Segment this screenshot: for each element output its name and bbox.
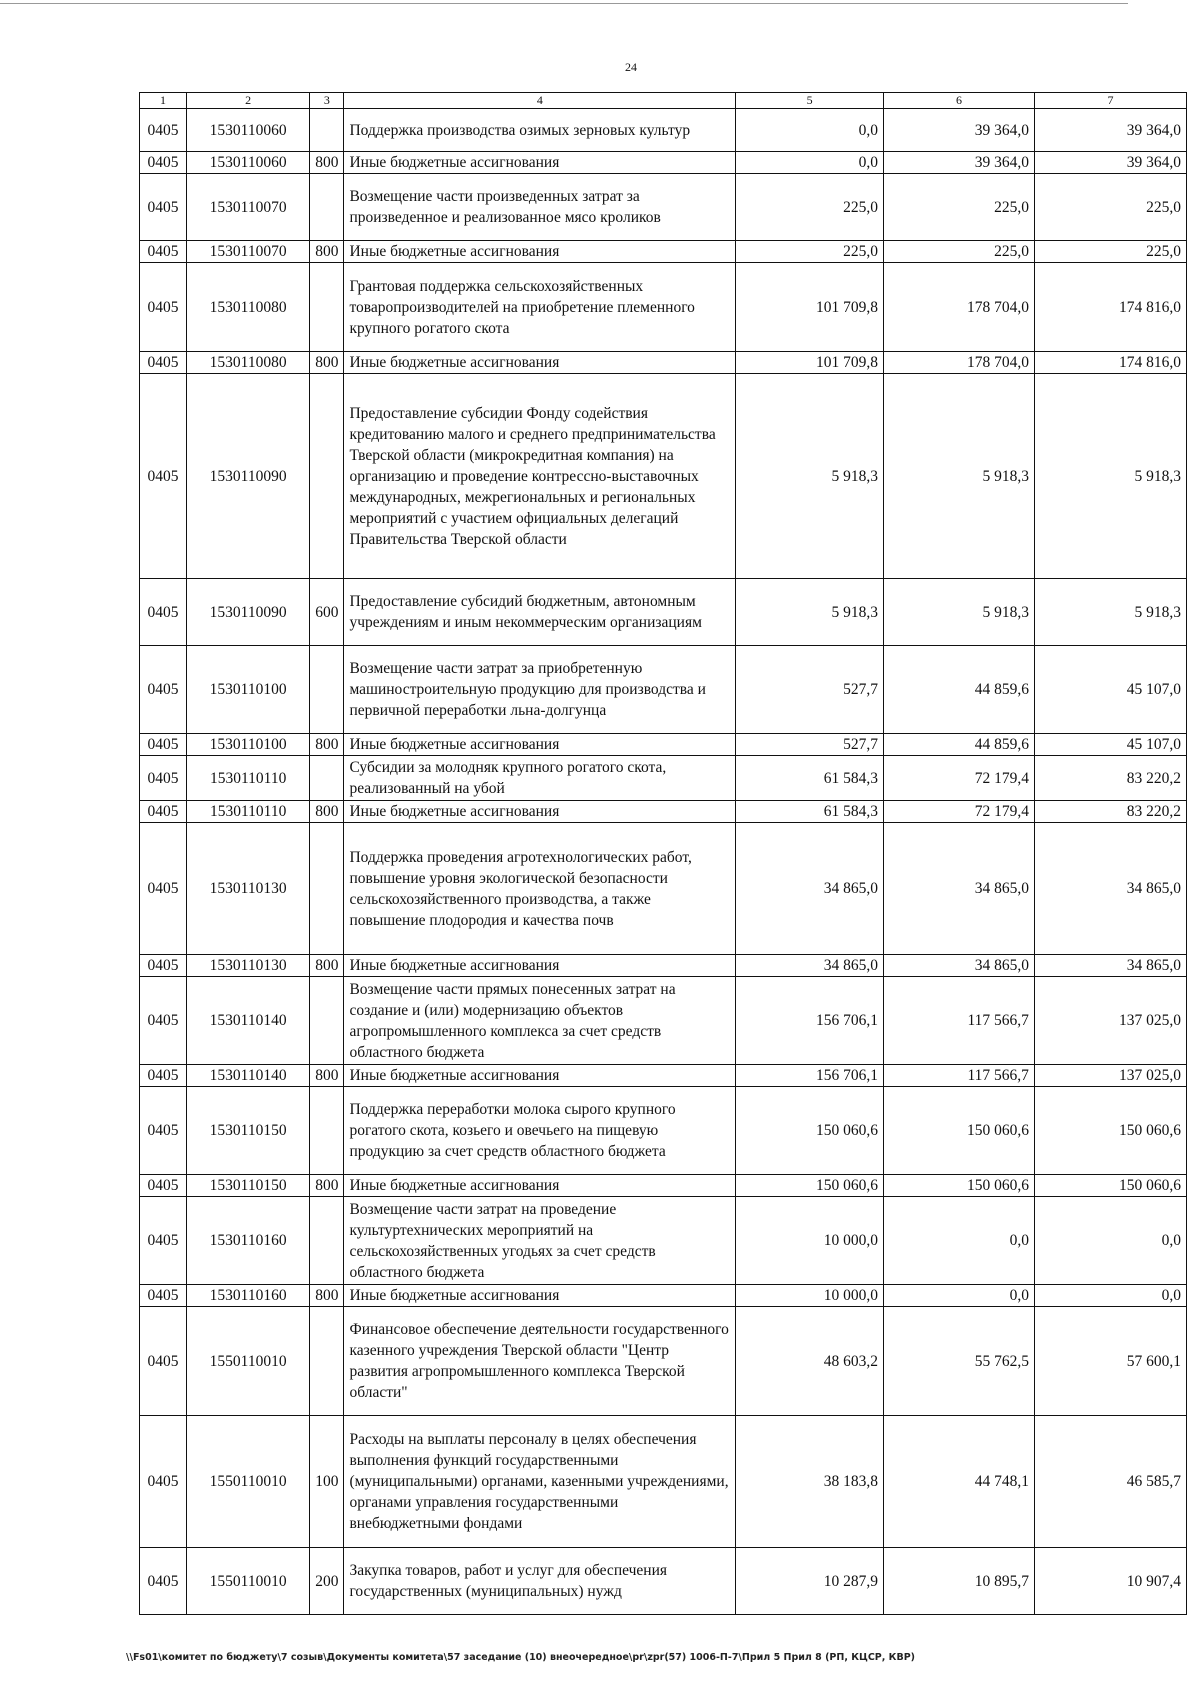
table-row bbox=[140, 579, 1187, 646]
expense-type-code: 200 bbox=[310, 1548, 344, 1615]
table-row bbox=[140, 734, 1187, 756]
amount-col-5: 10 000,0 bbox=[736, 1285, 884, 1307]
target-article-code: 1550110010 bbox=[187, 1416, 310, 1548]
amount-col-7: 0,0 bbox=[1034, 1197, 1186, 1285]
row-description: Возмещение части произведенных затрат за произведенное и реализованное мясо кроликов bbox=[344, 174, 736, 241]
amount-col-7: 39 364,0 bbox=[1034, 152, 1186, 174]
target-article-code: 1530110140 bbox=[187, 1065, 310, 1087]
table-row bbox=[140, 1416, 1187, 1548]
amount-col-6: 225,0 bbox=[884, 174, 1035, 241]
table-row bbox=[140, 241, 1187, 263]
amount-col-7: 150 060,6 bbox=[1034, 1175, 1186, 1197]
row-description: Иные бюджетные ассигнования bbox=[344, 241, 736, 263]
amount-col-7: 5 918,3 bbox=[1034, 579, 1186, 646]
amount-col-7: 10 907,4 bbox=[1034, 1548, 1186, 1615]
target-article-code: 1530110140 bbox=[187, 977, 310, 1065]
table-row bbox=[140, 1307, 1187, 1416]
amount-col-7: 174 816,0 bbox=[1034, 263, 1186, 352]
row-description: Грантовая поддержка сельскохозяйственных товаропроизводителей на приобретение племенного крупного рогатого скота bbox=[344, 263, 736, 352]
amount-col-5: 10 000,0 bbox=[736, 1197, 884, 1285]
amount-col-7: 5 918,3 bbox=[1034, 374, 1186, 579]
amount-col-5: 5 918,3 bbox=[736, 374, 884, 579]
table-row bbox=[140, 109, 1187, 152]
row-description: Иные бюджетные ассигнования bbox=[344, 1175, 736, 1197]
header-col-3: 3 bbox=[310, 93, 344, 109]
expense-type-code: 800 bbox=[310, 241, 344, 263]
row-description: Иные бюджетные ассигнования bbox=[344, 152, 736, 174]
table-row bbox=[140, 152, 1187, 174]
amount-col-6: 39 364,0 bbox=[884, 152, 1035, 174]
target-article-code: 1530110110 bbox=[187, 756, 310, 801]
section-code: 0405 bbox=[140, 263, 187, 352]
budget-table bbox=[139, 92, 1187, 1615]
row-description: Возмещение части затрат за приобретенную машиностроительную продукцию для производства и первичной переработки льна-долгунца bbox=[344, 646, 736, 734]
section-code: 0405 bbox=[140, 1065, 187, 1087]
amount-col-5: 10 287,9 bbox=[736, 1548, 884, 1615]
row-description: Иные бюджетные ассигнования bbox=[344, 1285, 736, 1307]
expense-type-code: 800 bbox=[310, 152, 344, 174]
target-article-code: 1550110010 bbox=[187, 1307, 310, 1416]
expense-type-code bbox=[310, 823, 344, 955]
section-code: 0405 bbox=[140, 977, 187, 1065]
table-row bbox=[140, 756, 1187, 801]
table-row bbox=[140, 263, 1187, 352]
section-code: 0405 bbox=[140, 352, 187, 374]
target-article-code: 1530110060 bbox=[187, 152, 310, 174]
row-description: Иные бюджетные ассигнования bbox=[344, 801, 736, 823]
amount-col-6: 55 762,5 bbox=[884, 1307, 1035, 1416]
section-code: 0405 bbox=[140, 1307, 187, 1416]
expense-type-code: 100 bbox=[310, 1416, 344, 1548]
amount-col-6: 34 865,0 bbox=[884, 955, 1035, 977]
expense-type-code bbox=[310, 174, 344, 241]
expense-type-code: 800 bbox=[310, 352, 344, 374]
section-code: 0405 bbox=[140, 823, 187, 955]
amount-col-6: 39 364,0 bbox=[884, 109, 1035, 152]
header-col-6: 6 bbox=[884, 93, 1035, 109]
amount-col-7: 137 025,0 bbox=[1034, 977, 1186, 1065]
target-article-code: 1530110090 bbox=[187, 374, 310, 579]
section-code: 0405 bbox=[140, 646, 187, 734]
section-code: 0405 bbox=[140, 579, 187, 646]
section-code: 0405 bbox=[140, 1087, 187, 1175]
amount-col-6: 5 918,3 bbox=[884, 579, 1035, 646]
scan-edge-line bbox=[0, 0, 1128, 4]
section-code: 0405 bbox=[140, 756, 187, 801]
expense-type-code: 800 bbox=[310, 1065, 344, 1087]
target-article-code: 1530110110 bbox=[187, 801, 310, 823]
target-article-code: 1530110160 bbox=[187, 1285, 310, 1307]
expense-type-code: 800 bbox=[310, 955, 344, 977]
amount-col-6: 72 179,4 bbox=[884, 801, 1035, 823]
amount-col-6: 117 566,7 bbox=[884, 1065, 1035, 1087]
table-row bbox=[140, 1087, 1187, 1175]
row-description: Возмещение части прямых понесенных затрат на создание и (или) модернизацию объектов агропромышленного комплекса за счет средств областного бюджета bbox=[344, 977, 736, 1065]
amount-col-5: 0,0 bbox=[736, 152, 884, 174]
row-description: Иные бюджетные ассигнования bbox=[344, 1065, 736, 1087]
section-code: 0405 bbox=[140, 801, 187, 823]
table-header-row bbox=[140, 93, 1187, 109]
row-description: Иные бюджетные ассигнования bbox=[344, 955, 736, 977]
table-row bbox=[140, 1065, 1187, 1087]
amount-col-7: 225,0 bbox=[1034, 174, 1186, 241]
expense-type-code bbox=[310, 1197, 344, 1285]
amount-col-5: 34 865,0 bbox=[736, 823, 884, 955]
row-description: Иные бюджетные ассигнования bbox=[344, 734, 736, 756]
page-number: 24 bbox=[625, 60, 637, 74]
amount-col-7: 45 107,0 bbox=[1034, 734, 1186, 756]
row-description: Возмещение части затрат на проведение культуртехнических мероприятий на сельскохозяйственных угодьях за счет средств областного бюджета bbox=[344, 1197, 736, 1285]
table-row bbox=[140, 646, 1187, 734]
table-row bbox=[140, 801, 1187, 823]
amount-col-6: 44 859,6 bbox=[884, 646, 1035, 734]
amount-col-5: 527,7 bbox=[736, 646, 884, 734]
header-col-5: 5 bbox=[736, 93, 884, 109]
table-row bbox=[140, 352, 1187, 374]
amount-col-7: 57 600,1 bbox=[1034, 1307, 1186, 1416]
amount-col-6: 10 895,7 bbox=[884, 1548, 1035, 1615]
target-article-code: 1530110130 bbox=[187, 823, 310, 955]
target-article-code: 1530110070 bbox=[187, 174, 310, 241]
table-row bbox=[140, 1548, 1187, 1615]
section-code: 0405 bbox=[140, 152, 187, 174]
row-description: Предоставление субсидии Фонду содействия кредитованию малого и среднего предпринимательства Тверской области (микрокредитная компания) на организацию и проведение контрессно-выставочных международных, межрегиональных и региональных мероприятий с участием официальных делегаций Правительства Тверской области bbox=[344, 374, 736, 579]
row-description: Закупка товаров, работ и услуг для обеспечения государственных (муниципальных) нужд bbox=[344, 1548, 736, 1615]
amount-col-6: 117 566,7 bbox=[884, 977, 1035, 1065]
header-col-4: 4 bbox=[344, 93, 736, 109]
target-article-code: 1530110100 bbox=[187, 646, 310, 734]
target-article-code: 1530110070 bbox=[187, 241, 310, 263]
amount-col-5: 225,0 bbox=[736, 241, 884, 263]
target-article-code: 1530110150 bbox=[187, 1175, 310, 1197]
amount-col-6: 225,0 bbox=[884, 241, 1035, 263]
amount-col-7: 150 060,6 bbox=[1034, 1087, 1186, 1175]
amount-col-5: 0,0 bbox=[736, 109, 884, 152]
expense-type-code bbox=[310, 374, 344, 579]
expense-type-code bbox=[310, 109, 344, 152]
amount-col-6: 44 859,6 bbox=[884, 734, 1035, 756]
table-row bbox=[140, 174, 1187, 241]
amount-col-5: 101 709,8 bbox=[736, 352, 884, 374]
table-row bbox=[140, 1197, 1187, 1285]
amount-col-7: 174 816,0 bbox=[1034, 352, 1186, 374]
row-description: Финансовое обеспечение деятельности государственного казенного учреждения Тверской области "Центр развития агропромышленного комплекса Тверской области" bbox=[344, 1307, 736, 1416]
section-code: 0405 bbox=[140, 109, 187, 152]
target-article-code: 1530110060 bbox=[187, 109, 310, 152]
section-code: 0405 bbox=[140, 734, 187, 756]
target-article-code: 1530110150 bbox=[187, 1087, 310, 1175]
amount-col-5: 34 865,0 bbox=[736, 955, 884, 977]
amount-col-7: 34 865,0 bbox=[1034, 955, 1186, 977]
header-col-1: 1 bbox=[140, 93, 187, 109]
amount-col-7: 45 107,0 bbox=[1034, 646, 1186, 734]
amount-col-7: 46 585,7 bbox=[1034, 1416, 1186, 1548]
amount-col-5: 61 584,3 bbox=[736, 801, 884, 823]
section-code: 0405 bbox=[140, 1548, 187, 1615]
amount-col-5: 156 706,1 bbox=[736, 977, 884, 1065]
amount-col-5: 38 183,8 bbox=[736, 1416, 884, 1548]
expense-type-code bbox=[310, 756, 344, 801]
amount-col-6: 150 060,6 bbox=[884, 1087, 1035, 1175]
header-col-7: 7 bbox=[1034, 93, 1186, 109]
row-description: Поддержка переработки молока сырого крупного рогатого скота, козьего и овечьего на пищевую продукцию за счет средств областного бюджета bbox=[344, 1087, 736, 1175]
section-code: 0405 bbox=[140, 955, 187, 977]
row-description: Иные бюджетные ассигнования bbox=[344, 352, 736, 374]
row-description: Поддержка производства озимых зерновых культур bbox=[344, 109, 736, 152]
expense-type-code: 600 bbox=[310, 579, 344, 646]
section-code: 0405 bbox=[140, 374, 187, 579]
table-row bbox=[140, 823, 1187, 955]
expense-type-code: 800 bbox=[310, 1175, 344, 1197]
amount-col-5: 150 060,6 bbox=[736, 1087, 884, 1175]
table-row bbox=[140, 955, 1187, 977]
table-row bbox=[140, 374, 1187, 579]
amount-col-5: 156 706,1 bbox=[736, 1065, 884, 1087]
amount-col-6: 178 704,0 bbox=[884, 352, 1035, 374]
amount-col-5: 61 584,3 bbox=[736, 756, 884, 801]
expense-type-code: 800 bbox=[310, 734, 344, 756]
row-description: Предоставление субсидий бюджетным, автономным учреждениям и иным некоммерческим организациям bbox=[344, 579, 736, 646]
expense-type-code bbox=[310, 1307, 344, 1416]
amount-col-7: 83 220,2 bbox=[1034, 801, 1186, 823]
amount-col-7: 39 364,0 bbox=[1034, 109, 1186, 152]
expense-type-code bbox=[310, 1087, 344, 1175]
table-row bbox=[140, 1285, 1187, 1307]
target-article-code: 1530110130 bbox=[187, 955, 310, 977]
target-article-code: 1530110080 bbox=[187, 263, 310, 352]
target-article-code: 1530110160 bbox=[187, 1197, 310, 1285]
section-code: 0405 bbox=[140, 1416, 187, 1548]
expense-type-code bbox=[310, 263, 344, 352]
header-col-2: 2 bbox=[187, 93, 310, 109]
amount-col-5: 101 709,8 bbox=[736, 263, 884, 352]
amount-col-6: 72 179,4 bbox=[884, 756, 1035, 801]
file-path-footer: \\Fs01\комитет по бюджету\7 созыв\Документы комитета\57 заседание (10) внеочередное\pr\zpr(57) 1006-П-7\Прил 5 Прил 8 (РП, КЦСР, КВР) bbox=[126, 1652, 915, 1663]
amount-col-6: 44 748,1 bbox=[884, 1416, 1035, 1548]
amount-col-6: 0,0 bbox=[884, 1285, 1035, 1307]
amount-col-5: 5 918,3 bbox=[736, 579, 884, 646]
amount-col-7: 83 220,2 bbox=[1034, 756, 1186, 801]
row-description: Поддержка проведения агротехнологических работ, повышение уровня экологической безопасности сельскохозяйственного производства, а также повышение плодородия и качества почв bbox=[344, 823, 736, 955]
table-row bbox=[140, 977, 1187, 1065]
amount-col-6: 150 060,6 bbox=[884, 1175, 1035, 1197]
amount-col-7: 137 025,0 bbox=[1034, 1065, 1186, 1087]
amount-col-6: 0,0 bbox=[884, 1197, 1035, 1285]
amount-col-7: 225,0 bbox=[1034, 241, 1186, 263]
target-article-code: 1550110010 bbox=[187, 1548, 310, 1615]
row-description: Расходы на выплаты персоналу в целях обеспечения выполнения функций государственными (муниципальными) органами, казенными учреждениями, органами управления государственными внебюджетными фондами bbox=[344, 1416, 736, 1548]
amount-col-7: 0,0 bbox=[1034, 1285, 1186, 1307]
row-description: Субсидии за молодняк крупного рогатого скота, реализованный на убой bbox=[344, 756, 736, 801]
expense-type-code bbox=[310, 646, 344, 734]
amount-col-5: 225,0 bbox=[736, 174, 884, 241]
expense-type-code bbox=[310, 977, 344, 1065]
section-code: 0405 bbox=[140, 1175, 187, 1197]
section-code: 0405 bbox=[140, 241, 187, 263]
target-article-code: 1530110090 bbox=[187, 579, 310, 646]
section-code: 0405 bbox=[140, 1197, 187, 1285]
expense-type-code: 800 bbox=[310, 801, 344, 823]
amount-col-6: 178 704,0 bbox=[884, 263, 1035, 352]
amount-col-6: 5 918,3 bbox=[884, 374, 1035, 579]
section-code: 0405 bbox=[140, 174, 187, 241]
amount-col-7: 34 865,0 bbox=[1034, 823, 1186, 955]
amount-col-5: 48 603,2 bbox=[736, 1307, 884, 1416]
table-row bbox=[140, 1175, 1187, 1197]
amount-col-6: 34 865,0 bbox=[884, 823, 1035, 955]
expense-type-code: 800 bbox=[310, 1285, 344, 1307]
amount-col-5: 150 060,6 bbox=[736, 1175, 884, 1197]
target-article-code: 1530110080 bbox=[187, 352, 310, 374]
section-code: 0405 bbox=[140, 1285, 187, 1307]
target-article-code: 1530110100 bbox=[187, 734, 310, 756]
amount-col-5: 527,7 bbox=[736, 734, 884, 756]
